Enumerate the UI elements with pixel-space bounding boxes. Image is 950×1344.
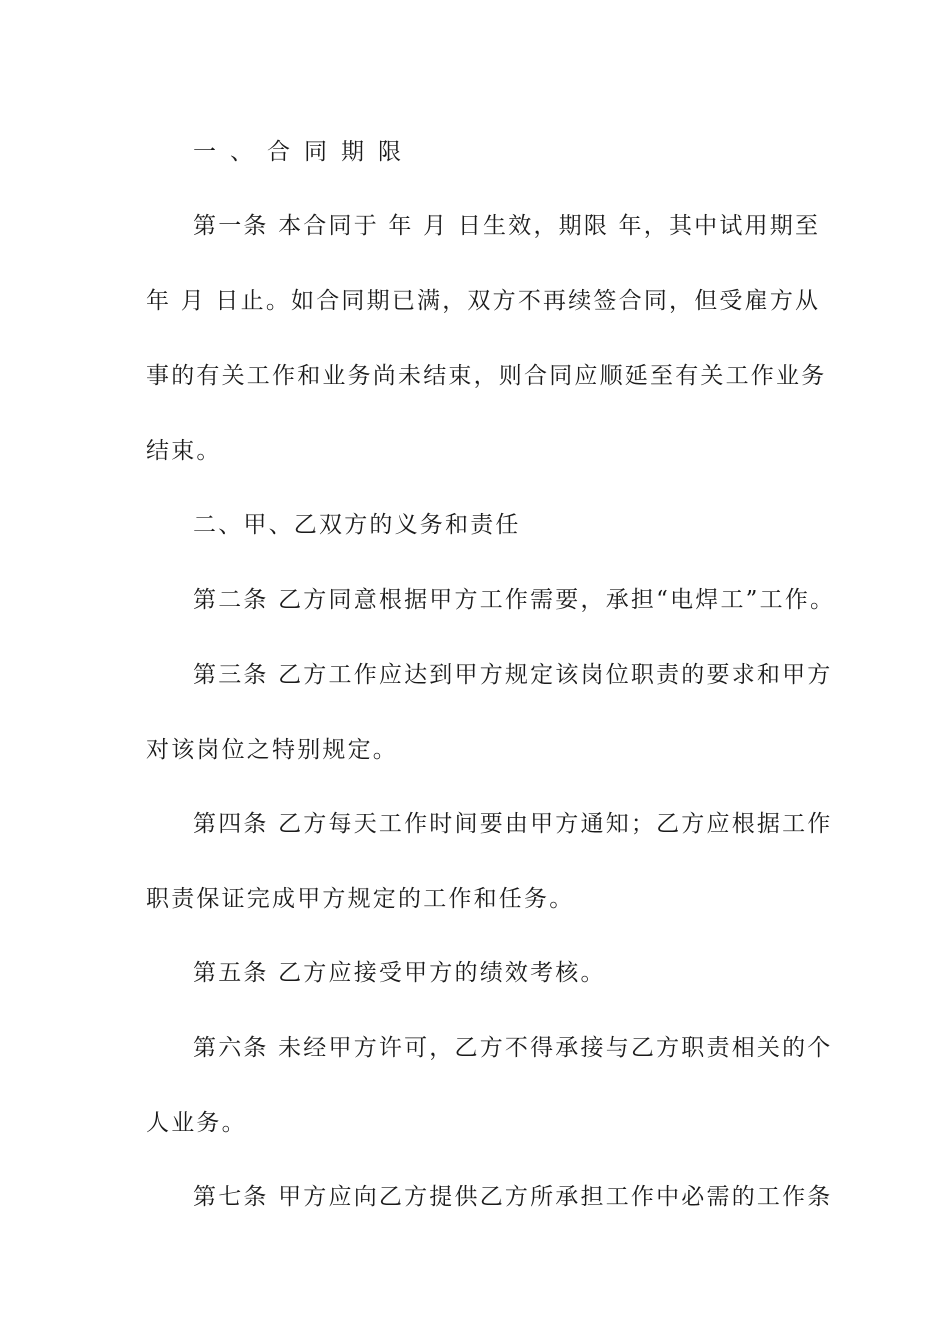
paragraph-line: 第一条 本合同于 年 月 日生效，期限 年，其中试用期至	[193, 213, 821, 239]
paragraph-line: 第三条 乙方工作应达到甲方规定该岗位职责的要求和甲方	[193, 662, 833, 688]
section-heading-obligations: 二、甲、乙双方的义务和责任	[193, 512, 521, 538]
paragraph-line: 对该岗位之特别规定。	[146, 737, 398, 763]
paragraph-line: 人业务。	[146, 1110, 247, 1136]
paragraph-line: 第二条 乙方同意根据甲方工作需要，承担“电焊工”工作。	[193, 587, 836, 613]
paragraph-line: 职责保证完成甲方规定的工作和任务。	[146, 886, 575, 912]
paragraph-line: 事的有关工作和业务尚未结束，则合同应顺延至有关工作业务	[146, 363, 827, 389]
paragraph-line: 第五条 乙方应接受甲方的绩效考核。	[193, 960, 606, 986]
paragraph-line: 第四条 乙方每天工作时间要由甲方通知；乙方应根据工作	[193, 811, 833, 837]
section-heading-contract-term: 一、合同期限	[193, 139, 415, 165]
paragraph-line: 第七条 甲方应向乙方提供乙方所承担工作中必需的工作条	[193, 1184, 833, 1210]
paragraph-line: 第六条 未经甲方许可，乙方不得承接与乙方职责相关的个	[193, 1035, 833, 1061]
paragraph-line: 结束。	[146, 438, 222, 464]
paragraph-line: 年 月 日止。如合同期已满，双方不再续签合同，但受雇方从	[146, 288, 821, 314]
